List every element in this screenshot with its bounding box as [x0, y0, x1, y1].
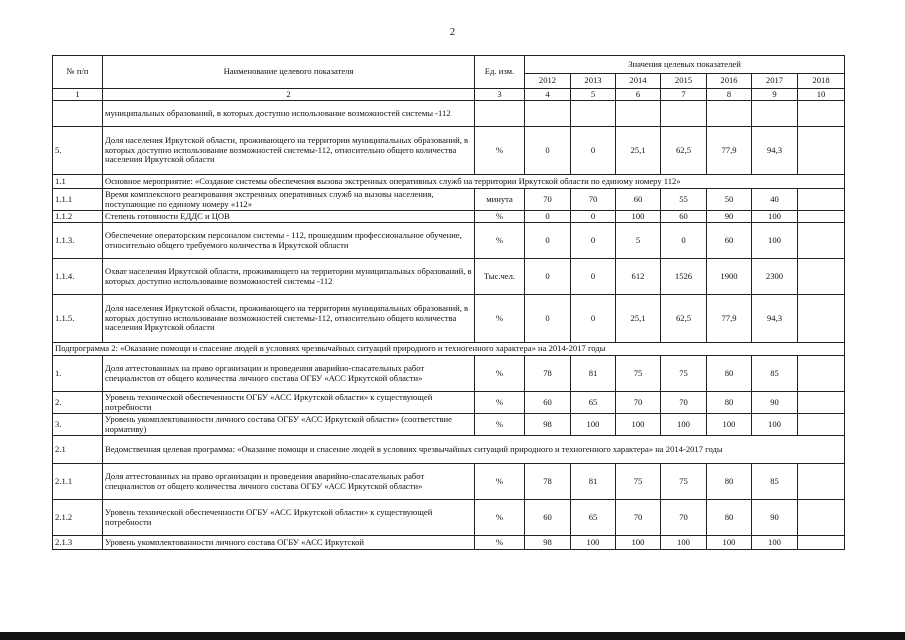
indicator-name: Уровень технической обеспеченности ОГБУ «АСС Иркутской области» к существующей потребности — [103, 500, 475, 536]
value-cell: 1526 — [661, 259, 707, 295]
row-number: 1.1.5. — [53, 295, 103, 343]
value-cell — [571, 101, 616, 127]
unit — [475, 101, 525, 127]
table-row — [53, 127, 845, 175]
value-cell: 0 — [525, 259, 571, 295]
value-cell: 25,1 — [616, 295, 661, 343]
value-cell: 70 — [571, 189, 616, 211]
value-cell: 0 — [571, 295, 616, 343]
row-number: 1.1.3. — [53, 223, 103, 259]
value-cell: 60 — [661, 211, 707, 223]
section-title: Ведомственная целевая программа: «Оказание помощи и спасение людей в условиях чрезвычайных ситуаций природного и техногенного характера» на 2014-2017 годы — [103, 436, 845, 464]
header-name: Наименование целевого показателя — [103, 56, 475, 89]
value-cell: 60 — [707, 223, 752, 259]
table-row — [53, 211, 845, 223]
value-cell: 90 — [707, 211, 752, 223]
value-cell: 75 — [661, 464, 707, 500]
value-cell: 40 — [752, 189, 798, 211]
row-number: 1. — [53, 356, 103, 392]
indicator-name: Доля аттестованных на право организации и проведения аварийно-спасательных работ специалистов от общего количества личного состава ОГБУ «АСС Иркутской области» — [103, 464, 475, 500]
value-cell: 77,9 — [707, 127, 752, 175]
value-cell — [798, 259, 845, 295]
row-number: 1.1.1 — [53, 189, 103, 211]
value-cell: 80 — [707, 464, 752, 500]
header-num: № п/п — [53, 56, 103, 89]
value-cell: 90 — [752, 500, 798, 536]
section-title: Основное мероприятие: «Создание системы обеспечения вызова экстренных оперативных служб на территории Иркутской области по единому номеру 112» — [103, 175, 845, 189]
table-row — [53, 189, 845, 211]
value-cell: 100 — [752, 223, 798, 259]
scan-edge — [0, 632, 905, 640]
value-cell: 0 — [571, 127, 616, 175]
table-row — [53, 175, 845, 189]
row-number: 5. — [53, 127, 103, 175]
row-number: 2.1 — [53, 436, 103, 464]
value-cell: 100 — [616, 414, 661, 436]
value-cell: 70 — [661, 392, 707, 414]
value-cell — [752, 101, 798, 127]
value-cell: 0 — [525, 127, 571, 175]
value-cell: 70 — [661, 500, 707, 536]
value-cell: 94,3 — [752, 295, 798, 343]
value-cell — [798, 500, 845, 536]
value-cell: 0 — [525, 295, 571, 343]
value-cell: 100 — [571, 536, 616, 550]
row-number: 2.1.3 — [53, 536, 103, 550]
value-cell: 77,9 — [707, 295, 752, 343]
table-row — [53, 101, 845, 127]
year-header: 2014 — [616, 74, 661, 89]
value-cell — [798, 223, 845, 259]
indicator-name: муниципальных образований, в которых доступно использование возможностей системы -112 — [103, 101, 475, 127]
indicator-name: Степень готовности ЕДДС и ЦОВ — [103, 211, 475, 223]
unit: % — [475, 223, 525, 259]
indicator-name: Обеспечение операторским персоналом системы - 112, прошедшим профессиональное обучение, относительно общего требуемого количества в Иркутской области — [103, 223, 475, 259]
table-row — [53, 436, 845, 464]
value-cell: 100 — [752, 414, 798, 436]
unit: % — [475, 356, 525, 392]
table-row — [53, 414, 845, 436]
value-cell: 0 — [525, 223, 571, 259]
value-cell: 60 — [525, 500, 571, 536]
value-cell: 65 — [571, 392, 616, 414]
year-header: 2015 — [661, 74, 707, 89]
value-cell: 0 — [571, 259, 616, 295]
column-number: 1 — [53, 89, 103, 101]
value-cell: 2300 — [752, 259, 798, 295]
header-colnum-row — [53, 89, 845, 101]
value-cell: 75 — [616, 464, 661, 500]
value-cell: 100 — [571, 414, 616, 436]
value-cell: 60 — [616, 189, 661, 211]
value-cell: 78 — [525, 356, 571, 392]
indicator-name: Охват населения Иркутской области, проживающего на территории муниципальных образований, в которых доступно использование возможностей системы -112 — [103, 259, 475, 295]
column-number: 9 — [752, 89, 798, 101]
column-number: 10 — [798, 89, 845, 101]
value-cell: 70 — [616, 500, 661, 536]
value-cell: 90 — [752, 392, 798, 414]
value-cell: 75 — [661, 356, 707, 392]
indicator-name: Доля аттестованных на право организации и проведения аварийно-спасательных работ специалистов от общего количества личного состава ОГБУ «АСС Иркутской области» — [103, 356, 475, 392]
column-number: 5 — [571, 89, 616, 101]
value-cell — [798, 536, 845, 550]
table-row — [53, 500, 845, 536]
unit: % — [475, 464, 525, 500]
value-cell: 98 — [525, 536, 571, 550]
indicator-name: Доля населения Иркутской области, проживающего на территории муниципальных образований, в которых доступно использование возможностей системы-112, относительно общего количества населения Иркутской области — [103, 295, 475, 343]
value-cell: 100 — [616, 536, 661, 550]
indicator-name: Уровень укомплектованности личного состава ОГБУ «АСС Иркутской области» (соответствие нормативу) — [103, 414, 475, 436]
table-row — [53, 343, 845, 356]
table-row — [53, 295, 845, 343]
page-number: 2 — [449, 26, 456, 38]
indicator-name: Время комплексного реагирования экстренных оперативных служб на вызовы населения, поступающие по единому номеру «112» — [103, 189, 475, 211]
value-cell: 75 — [616, 356, 661, 392]
unit: % — [475, 536, 525, 550]
row-number: 3. — [53, 414, 103, 436]
value-cell: 62,5 — [661, 295, 707, 343]
value-cell: 0 — [571, 211, 616, 223]
row-number — [53, 101, 103, 127]
table-row — [53, 356, 845, 392]
column-number: 2 — [103, 89, 475, 101]
value-cell — [616, 101, 661, 127]
row-number: 1.1.4. — [53, 259, 103, 295]
value-cell: 5 — [616, 223, 661, 259]
header-values: Значения целевых показателей — [525, 56, 845, 74]
value-cell: 100 — [752, 211, 798, 223]
value-cell — [798, 414, 845, 436]
table-row — [53, 392, 845, 414]
year-header: 2016 — [707, 74, 752, 89]
column-number: 8 — [707, 89, 752, 101]
value-cell: 81 — [571, 464, 616, 500]
value-cell: 100 — [661, 536, 707, 550]
value-cell: 100 — [707, 414, 752, 436]
unit: минута — [475, 189, 525, 211]
year-header: 2013 — [571, 74, 616, 89]
value-cell: 70 — [525, 189, 571, 211]
value-cell: 70 — [616, 392, 661, 414]
value-cell: 98 — [525, 414, 571, 436]
unit: % — [475, 392, 525, 414]
column-number: 7 — [661, 89, 707, 101]
value-cell: 94,3 — [752, 127, 798, 175]
row-number: 1.1.2 — [53, 211, 103, 223]
value-cell — [707, 101, 752, 127]
value-cell: 0 — [525, 211, 571, 223]
value-cell: 81 — [571, 356, 616, 392]
indicators-table — [52, 55, 845, 550]
column-number: 3 — [475, 89, 525, 101]
year-header: 2017 — [752, 74, 798, 89]
header-unit: Ед. изм. — [475, 56, 525, 89]
value-cell — [798, 392, 845, 414]
value-cell — [798, 127, 845, 175]
table-row — [53, 259, 845, 295]
value-cell: 80 — [707, 500, 752, 536]
value-cell — [798, 101, 845, 127]
value-cell — [798, 464, 845, 500]
unit: % — [475, 500, 525, 536]
indicator-name: Доля населения Иркутской области, проживающего на территории муниципальных образований, в которых доступно использование возможностей системы-112, относительно общего количества населения Иркутской области — [103, 127, 475, 175]
value-cell: 60 — [525, 392, 571, 414]
row-number: 1.1 — [53, 175, 103, 189]
value-cell — [798, 211, 845, 223]
value-cell — [798, 189, 845, 211]
value-cell — [661, 101, 707, 127]
value-cell: 85 — [752, 464, 798, 500]
value-cell: 100 — [616, 211, 661, 223]
value-cell: 100 — [707, 536, 752, 550]
value-cell: 50 — [707, 189, 752, 211]
value-cell: 100 — [752, 536, 798, 550]
table-row — [53, 464, 845, 500]
unit: % — [475, 127, 525, 175]
value-cell: 1900 — [707, 259, 752, 295]
unit: % — [475, 295, 525, 343]
unit: Тыс.чел. — [475, 259, 525, 295]
value-cell — [798, 295, 845, 343]
row-number: 2.1.2 — [53, 500, 103, 536]
unit: % — [475, 414, 525, 436]
value-cell: 62,5 — [661, 127, 707, 175]
value-cell: 65 — [571, 500, 616, 536]
column-number: 4 — [525, 89, 571, 101]
value-cell: 55 — [661, 189, 707, 211]
unit: % — [475, 211, 525, 223]
value-cell: 78 — [525, 464, 571, 500]
table-row — [53, 223, 845, 259]
indicator-name: Уровень укомплектованности личного состава ОГБУ «АСС Иркутской — [103, 536, 475, 550]
year-header: 2018 — [798, 74, 845, 89]
row-number: 2.1.1 — [53, 464, 103, 500]
value-cell: 25,1 — [616, 127, 661, 175]
value-cell: 612 — [616, 259, 661, 295]
value-cell: 80 — [707, 392, 752, 414]
row-number: 2. — [53, 392, 103, 414]
value-cell: 85 — [752, 356, 798, 392]
value-cell: 0 — [571, 223, 616, 259]
table-row — [53, 536, 845, 550]
value-cell: 0 — [661, 223, 707, 259]
value-cell: 80 — [707, 356, 752, 392]
subprogram-title: Подпрограмма 2: «Оказание помощи и спасение людей в условиях чрезвычайных ситуаций природного и техногенного характера» на 2014-2017 годы — [53, 343, 845, 356]
value-cell — [525, 101, 571, 127]
column-number: 6 — [616, 89, 661, 101]
year-header: 2012 — [525, 74, 571, 89]
value-cell: 100 — [661, 414, 707, 436]
indicator-name: Уровень технической обеспеченности ОГБУ «АСС Иркутской области» к существующей потребности — [103, 392, 475, 414]
value-cell — [798, 356, 845, 392]
